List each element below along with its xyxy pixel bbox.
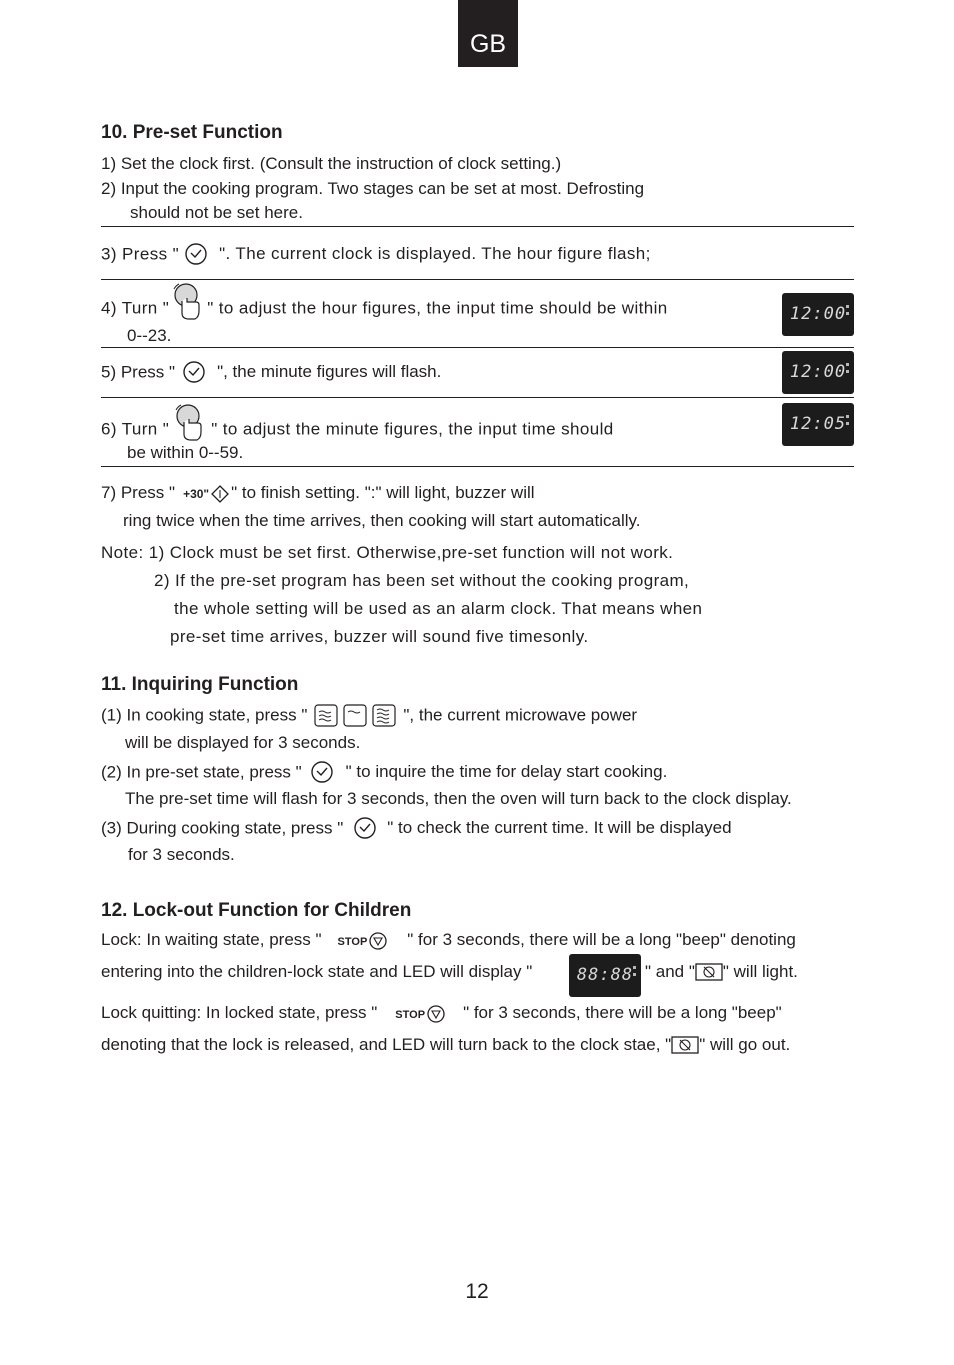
step-3-text-a: 3) Press " bbox=[101, 244, 180, 264]
step-6-text-a: 6) Turn " bbox=[101, 419, 170, 439]
unlock-line-2 bbox=[101, 1035, 790, 1056]
start-30-button-label: +30" bbox=[183, 487, 210, 501]
knob-hand-icon bbox=[169, 281, 207, 321]
note-1: Note: 1) Clock must be set first. Otherwise,pre-set function will not work. bbox=[101, 543, 674, 562]
stop-button-icon bbox=[425, 1004, 447, 1024]
lock-text-c: entering into the children-lock state and LED will display " bbox=[101, 962, 533, 981]
step-7 bbox=[101, 483, 535, 504]
inquire-1-text-b: ", the current microwave power bbox=[403, 705, 638, 725]
language-tab: GB bbox=[458, 0, 518, 67]
lcd-indicator bbox=[846, 305, 849, 323]
unlock-text-d: " will go out. bbox=[699, 1035, 791, 1054]
step-4-text-b: " to adjust the hour figures, the input time should be within bbox=[207, 298, 668, 318]
lcd-display bbox=[782, 351, 854, 394]
step-6 bbox=[101, 418, 614, 442]
lock-text-e: " will light. bbox=[722, 962, 798, 981]
lcd-indicator bbox=[846, 415, 849, 433]
lcd-text: 88:88 bbox=[576, 965, 634, 985]
unlock-text-a: Lock quitting: In locked state, press " bbox=[101, 1003, 378, 1022]
inquire-2-text-b: " to inquire the time for delay start cooking. bbox=[345, 762, 668, 782]
lcd-display bbox=[782, 293, 854, 336]
lcd-indicator bbox=[633, 966, 636, 984]
step-3-text-b: ". The current clock is displayed. The hour figure flash; bbox=[219, 244, 651, 264]
child-lock-icon bbox=[695, 963, 723, 983]
rule bbox=[101, 466, 854, 467]
lcd-lock-display bbox=[569, 954, 641, 997]
unlock-line-1 bbox=[101, 1003, 782, 1024]
lock-line-1 bbox=[101, 930, 796, 951]
rule bbox=[101, 347, 854, 348]
inquire-2-text-a: (2) In pre-set state, press " bbox=[101, 762, 302, 782]
lock-line-2 bbox=[101, 962, 532, 982]
step-4 bbox=[101, 297, 668, 321]
inquire-3-text-a: (3) During cooking state, press " bbox=[101, 818, 344, 838]
step-2-line-2: should not be set here. bbox=[130, 203, 303, 222]
stop-button-label: STOP bbox=[395, 1009, 426, 1021]
note-2-line-2: the whole setting will be used as an alarm clock. That means when bbox=[174, 599, 703, 618]
clock-button-icon bbox=[302, 761, 342, 785]
knob-hand-icon bbox=[169, 402, 211, 442]
step-4-range: 0--23. bbox=[127, 326, 172, 345]
step-5-text-b: ", the minute figures will flash. bbox=[217, 362, 442, 382]
step-6-text-b: " to adjust the minute figures, the input time should bbox=[211, 419, 614, 439]
inquire-3-text-b: " to check the current time. It will be displayed bbox=[387, 818, 732, 838]
step-1: 1) Set the clock first. (Consult the instruction of clock setting.) bbox=[101, 154, 562, 173]
step-7-text-a: 7) Press " bbox=[101, 483, 176, 502]
inquire-1-text-a: (1) In cooking state, press " bbox=[101, 705, 308, 725]
step-5 bbox=[101, 361, 441, 385]
lcd-text: 12:05 bbox=[789, 414, 847, 434]
inquire-2 bbox=[101, 761, 667, 785]
lcd-display bbox=[782, 403, 854, 446]
inquire-3-line-2: for 3 seconds. bbox=[128, 845, 235, 864]
note-2-line-3: pre-set time arrives, buzzer will sound five timesonly. bbox=[170, 627, 589, 646]
inquire-1-line-2: will be displayed for 3 seconds. bbox=[125, 733, 361, 752]
lock-text-d: " and " bbox=[645, 962, 695, 981]
inquire-1 bbox=[101, 704, 637, 728]
microwave-power-buttons-icon bbox=[307, 704, 403, 728]
step-3 bbox=[101, 243, 651, 267]
unlock-text-c: denoting that the lock is released, and LED will turn back to the clock stae, " bbox=[101, 1035, 672, 1054]
step-7-text-b: " to finish setting. ":" will light, buzzer will bbox=[231, 483, 535, 502]
start-diamond-icon bbox=[209, 484, 231, 504]
rule bbox=[101, 226, 854, 227]
step-6-range: be within 0--59. bbox=[127, 443, 244, 462]
lcd-indicator bbox=[846, 363, 849, 381]
note-2: 2) If the pre-set program has been set without the cooking program, bbox=[154, 571, 690, 590]
lcd-text: 12:00 bbox=[789, 362, 847, 382]
rule bbox=[101, 279, 854, 280]
step-7-line-2: ring twice when the time arrives, then cooking will start automatically. bbox=[123, 511, 641, 530]
lcd-text: 12:00 bbox=[789, 304, 847, 324]
clock-button-icon bbox=[175, 361, 209, 385]
section-11-title: 11. Inquiring Function bbox=[101, 674, 299, 695]
inquire-2-line-2: The pre-set time will flash for 3 seconds, then the oven will turn back to the clock display. bbox=[125, 789, 792, 808]
child-lock-icon bbox=[671, 1036, 699, 1056]
section-12-title: 12. Lock-out Function for Children bbox=[101, 900, 412, 921]
step-2-line-1: 2) Input the cooking program. Two stages can be set at most. Defrosting bbox=[101, 179, 645, 198]
step-4-text-a: 4) Turn " bbox=[101, 298, 170, 318]
page-number: 12 bbox=[465, 1280, 489, 1303]
unlock-text-b: " for 3 seconds, there will be a long "beep" bbox=[463, 1003, 782, 1022]
lock-text-b: " for 3 seconds, there will be a long "beep" denoting bbox=[407, 930, 796, 949]
clock-button-icon bbox=[343, 817, 385, 841]
clock-button-icon bbox=[179, 243, 209, 267]
lock-line-2-end bbox=[645, 962, 798, 983]
lock-text-a: Lock: In waiting state, press " bbox=[101, 930, 322, 949]
inquire-3 bbox=[101, 817, 732, 841]
stop-button-label: STOP bbox=[337, 936, 368, 948]
section-10-title: 10. Pre-set Function bbox=[101, 122, 283, 143]
step-5-text-a: 5) Press " bbox=[101, 362, 176, 382]
stop-button-icon bbox=[367, 931, 389, 951]
rule bbox=[101, 397, 854, 398]
